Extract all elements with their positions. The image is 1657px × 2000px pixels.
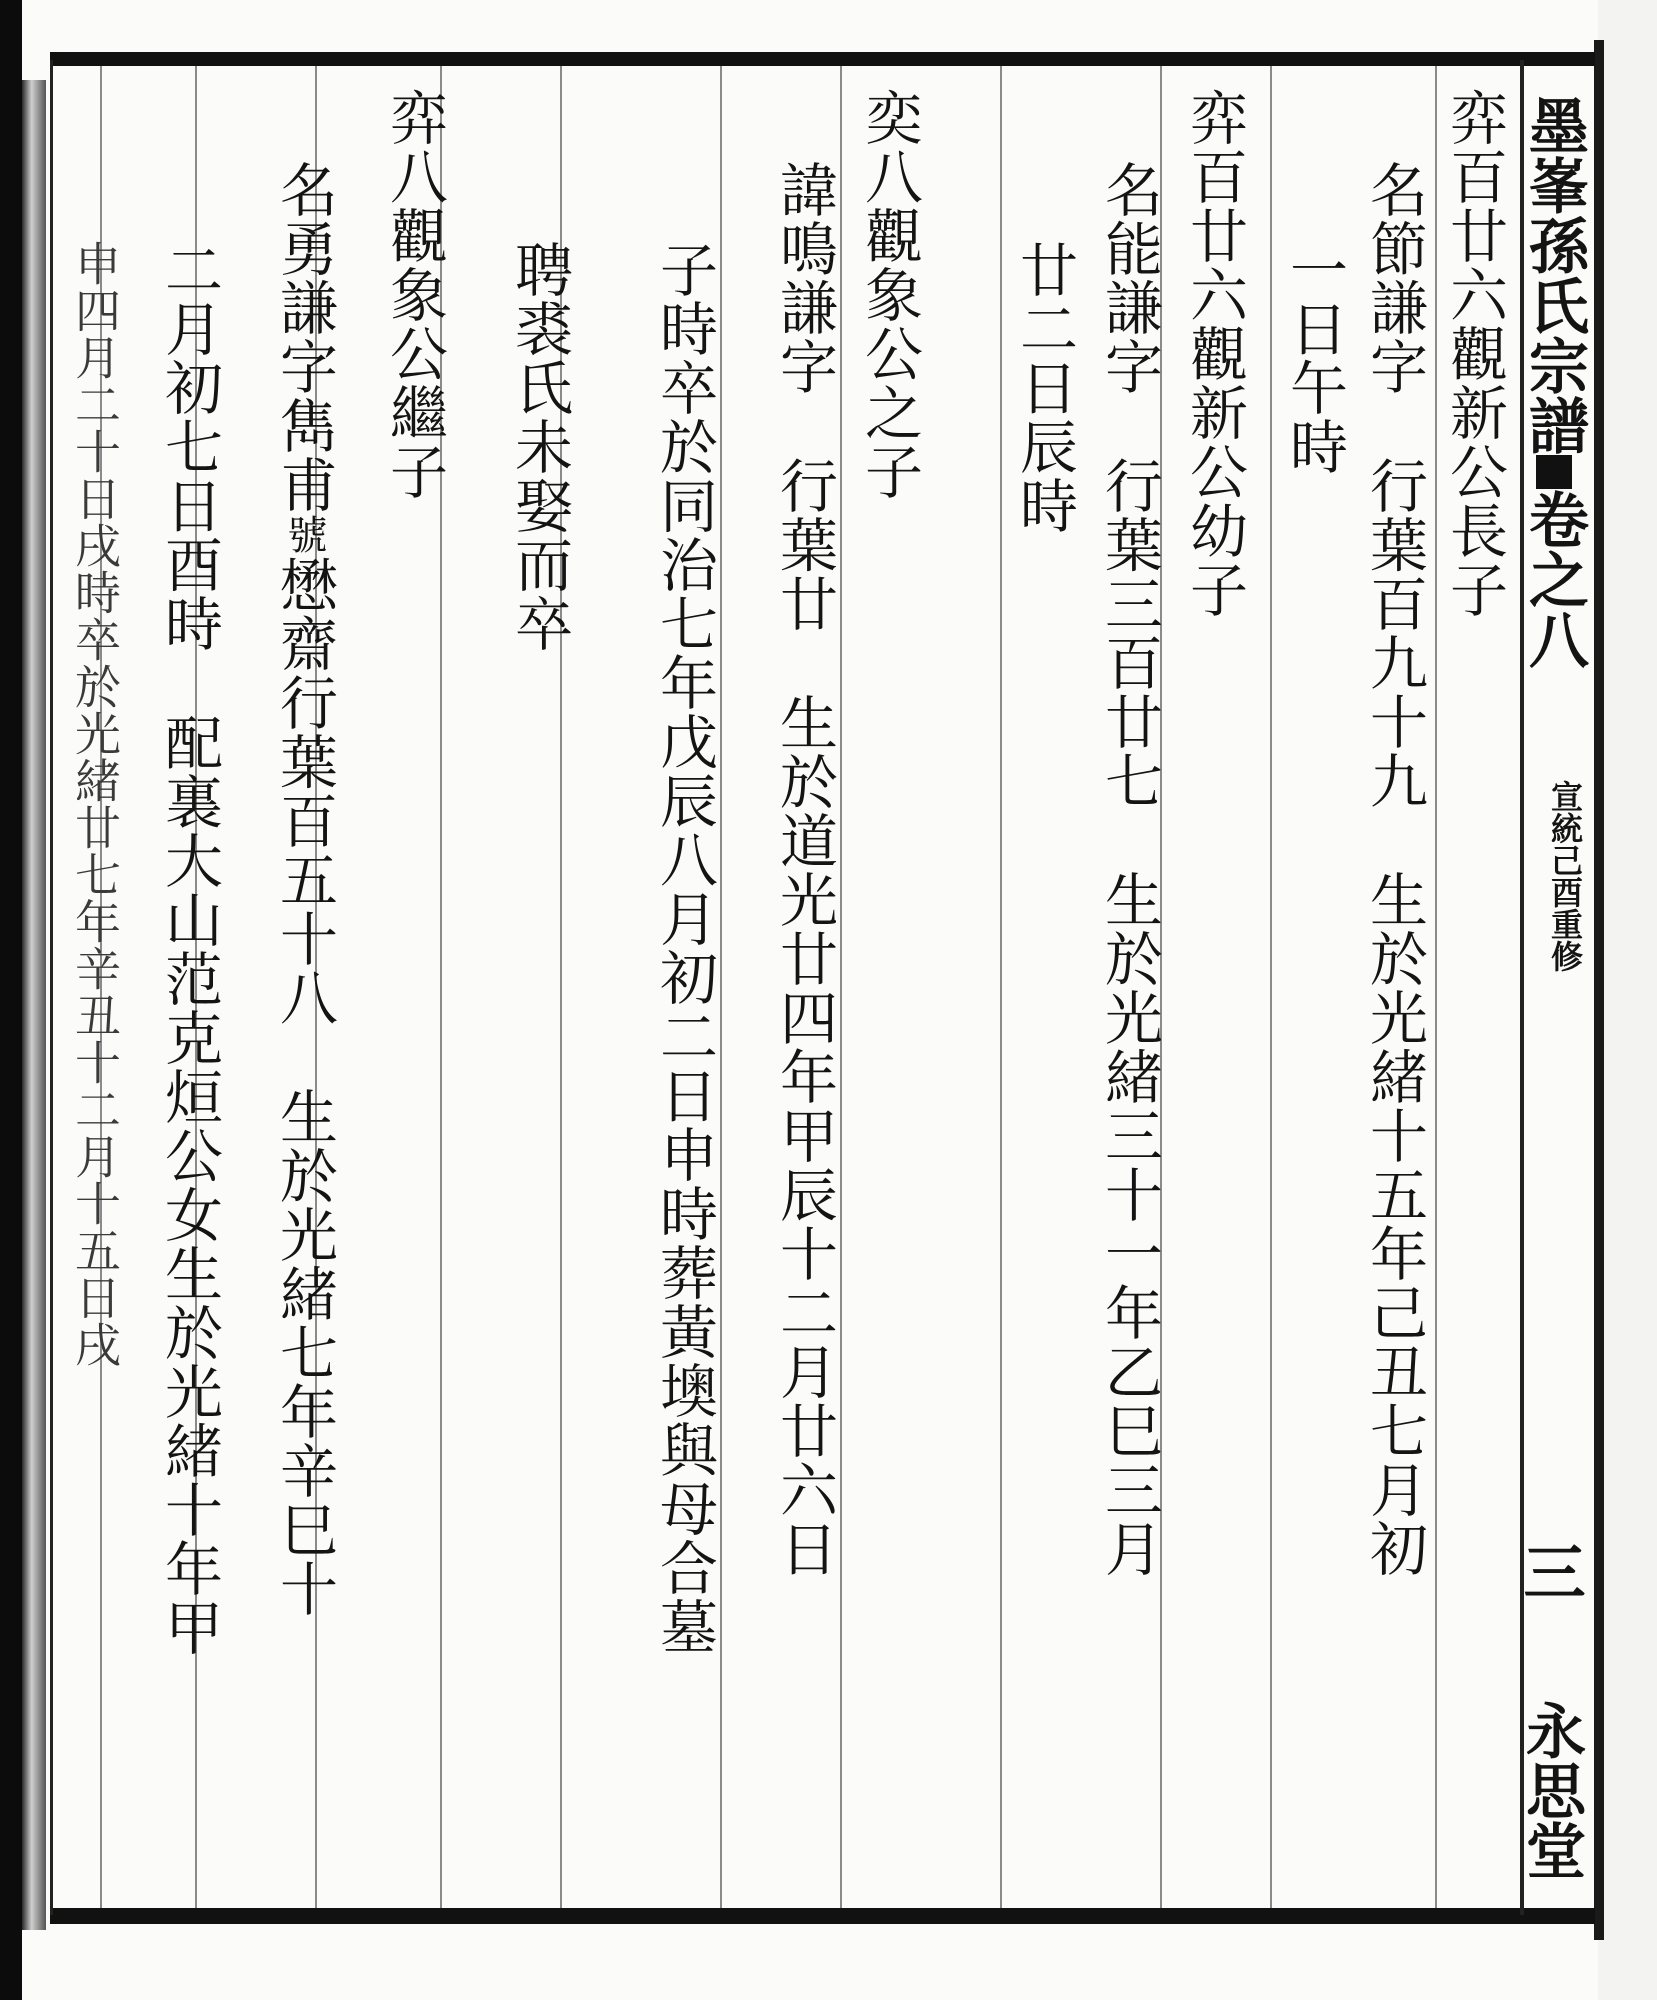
entry-heading: 弈八觀象公繼子 [380,88,448,501]
book-title: 墨峯孫氏宗譜卷之八 [1519,95,1589,669]
column-rule [840,66,842,1908]
page-number: 三 [1513,1540,1586,1602]
entry-heading: 奕八觀象公之子 [855,88,923,501]
entry-continuation: 一日午時 [1280,240,1348,476]
entry-name-line: 名勇謙字雋甫號懋齋行葉百五十八生於光緒七年辛巳十 [270,160,338,1618]
entry-continuation: 二月初七日酉時配裏大山范克烜公女生於光緒十年甲 [155,240,223,1657]
entry-continuation: 申四月二十日戌時卒於光緒廿七年辛丑十二月十五日戌 [68,240,122,1368]
entry-name-line: 名能謙字行葉三百廿七生於光緒三十一年乙巳三月 [1095,160,1163,1578]
adjacent-page-edge [22,80,46,1930]
entry-continuation: 聘裘氏未娶而卒 [505,240,573,653]
column-rule [1000,66,1002,1908]
entry-name-line: 名節謙字行葉百九十九生於光緒十五年己丑七月初 [1360,160,1428,1578]
entry-heading: 弈百廿六觀新公幼子 [1180,88,1248,619]
entry-continuation: 子時卒於同治七年戊辰八月初二日申時葬黃墺與母合墓 [650,240,718,1656]
fishtail-mark-icon [1536,455,1572,489]
entry-name-line: 諱鳴謙字行葉廿生於道光廿四年甲辰十二月廿六日 [770,160,838,1578]
top-border-rule [50,52,1595,66]
entry-heading: 弈百廿六觀新公長子 [1440,88,1508,619]
edition-note: 宣統己酉重修 [1546,780,1584,972]
page-right-margin [1598,0,1657,2000]
column-rule [1270,66,1272,1908]
bottom-border-rule [50,1908,1595,1924]
entry-continuation: 廿二日辰時 [1010,240,1078,535]
left-frame-line [50,60,53,1915]
column-rule [720,66,722,1908]
hall-name: 永思堂 [1516,1700,1586,1880]
binding-edge [0,0,22,2000]
